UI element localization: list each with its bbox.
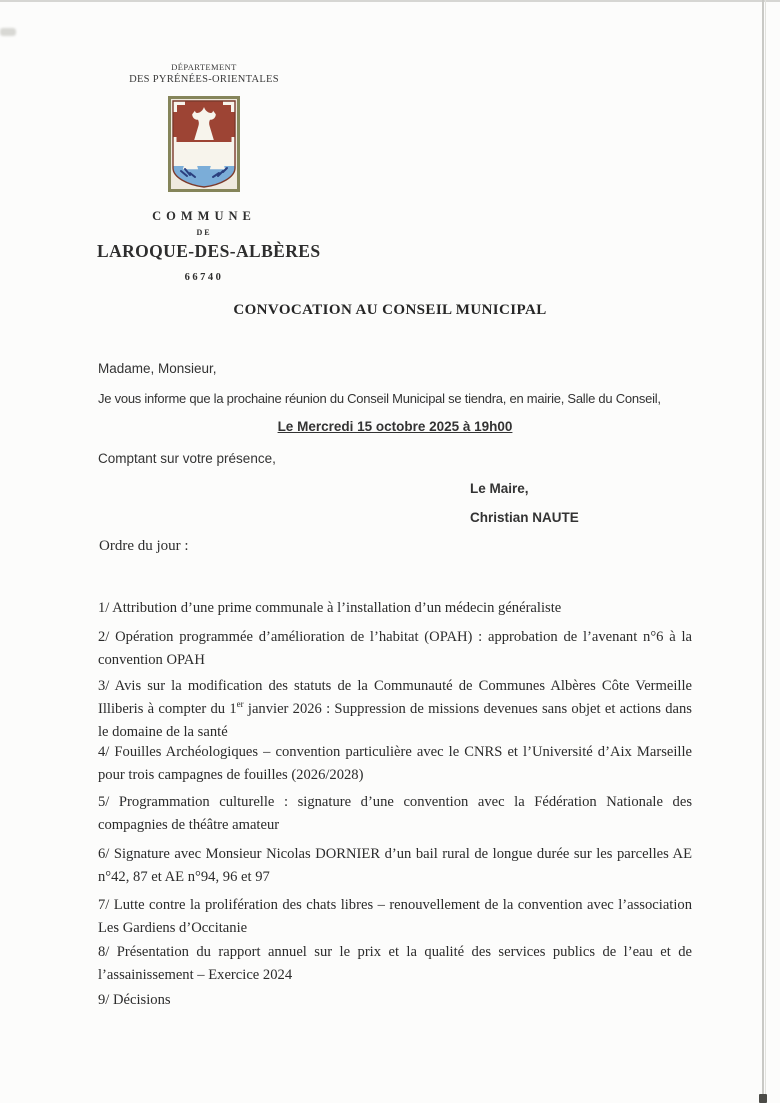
agenda-item: 7/ Lutte contre la prolifération des chats libres – renouvellement de la convention avec l’association Les Gardiens d’Occitanie [98,897,692,936]
meeting-date: Le Mercredi 15 octobre 2025 à 19h00 [277,419,513,434]
signature-block [470,481,579,525]
scan-smudge [0,28,16,36]
intro-line: Je vous informe que la prochaine réunion du Conseil Municipal se tiendra, en mairie, Salle du Conseil, [98,391,661,406]
agenda-item: 8/ Présentation du rapport annuel sur le prix et la qualité des services publics de l’eau et de l’assainissement – Exercice 2024 [98,944,692,983]
agenda-item: 1/ Attribution d’une prime communale à l’installation d’un médecin généraliste [98,600,562,616]
de-label: DE [196,228,212,237]
letterhead [97,0,321,300]
agenda-heading: Ordre du jour : [99,538,189,554]
salutation: Madame, Monsieur, [98,361,217,376]
postal-code: 66740 [184,272,224,283]
agenda-item [98,675,692,744]
commune-name: LAROQUE-DES-ALBÈRES [97,241,321,261]
closing-line: Comptant sur votre présence, [98,451,276,466]
agenda-item: 2/ Opération programmée d’amélioration de l’habitat (OPAH) : approbation de l’avenant n°6 à la convention OPAH [98,629,692,668]
scan-edge-line [762,0,764,1103]
agenda-item: 4/ Fouilles Archéologiques – convention particulière avec le CNRS et l’Université d’Aix Marseille pour trois campagnes de fouilles (2026/2028) [98,744,692,783]
agenda-item-text: 3/ Avis sur la modification des statuts de la Communauté de Communes Albères Côte Vermeille Illiberis à compter du 1 [98,678,692,717]
scan-edge-line-highlight [765,0,766,1103]
document-title: CONVOCATION AU CONSEIL MUNICIPAL [233,302,547,318]
signature-name: Christian NAUTE [470,510,579,525]
agenda-item-text: janvier 2026 : Suppression de missions devenues sans objet et actions dans le domaine de la santé [98,701,692,740]
signature-role: Le Maire, [470,481,529,496]
commune-label: COMMUNE [152,209,256,223]
ordinal-superscript: er [236,699,244,710]
department-name: DES PYRÉNÉES-ORIENTALES [129,74,279,85]
agenda-item: 6/ Signature avec Monsieur Nicolas DORNIER d’un bail rural de longue durée sur les parcelles AE n°42, 87 et AE n°94, 96 et 97 [98,846,692,885]
scan-bottom-mark [759,1094,767,1103]
agenda-item: 9/ Décisions [98,992,171,1008]
agenda-item: 5/ Programmation culturelle : signature d’une convention avec la Fédération Nationale des compagnies de théâtre amateur [98,794,692,833]
coat-of-arms-image [168,96,240,192]
department-label: DÉPARTEMENT [171,62,237,72]
